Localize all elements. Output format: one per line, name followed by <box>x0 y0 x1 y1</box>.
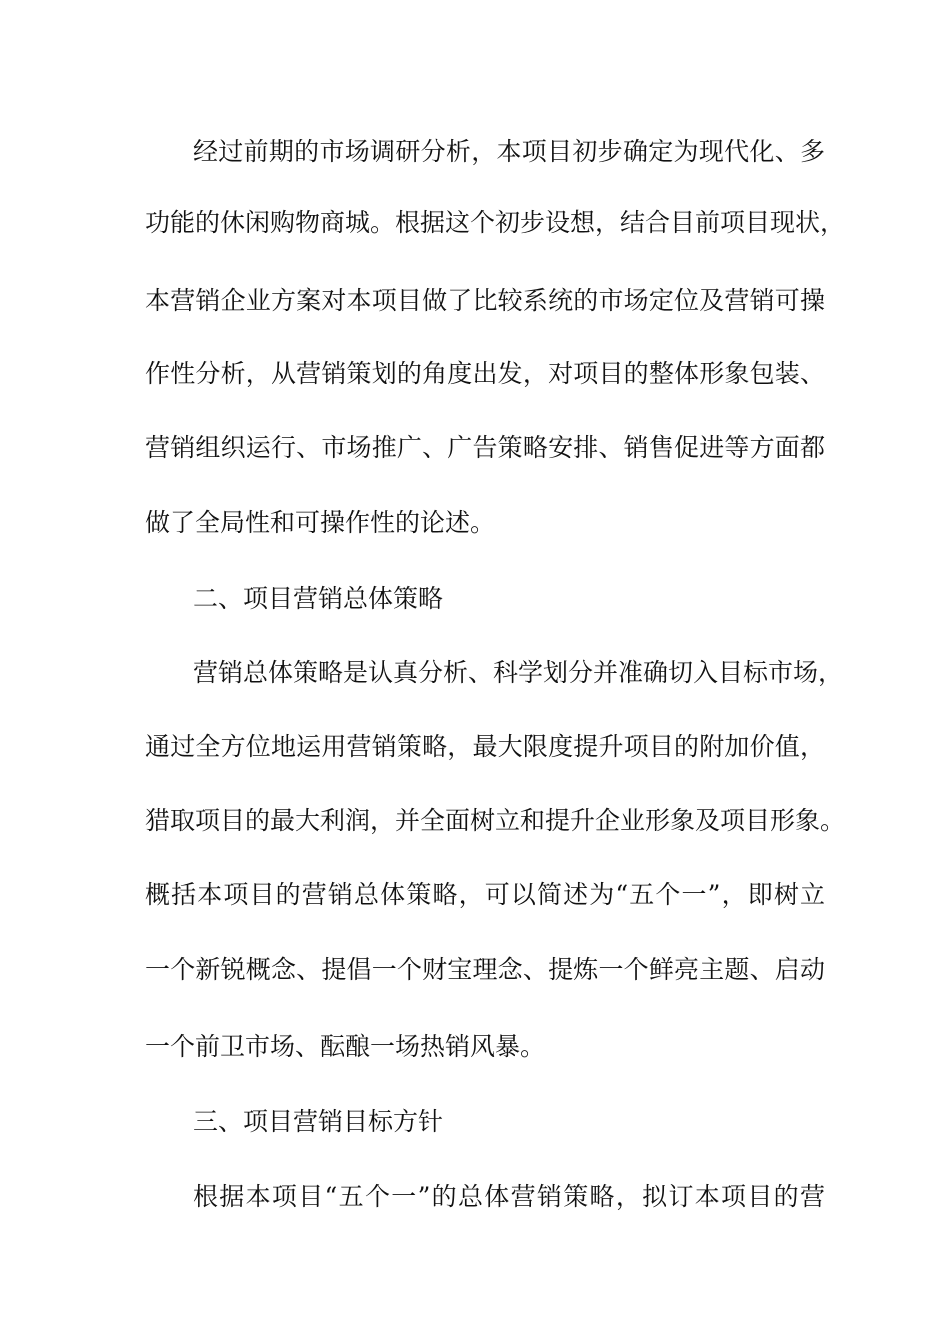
section-heading-3: 三、项目营销目标方针 <box>193 1107 444 1136</box>
paragraph-1-line-5: 营销组织运行、市场推广、广告策略安排、销售促进等方面都 <box>145 433 825 462</box>
paragraph-1-line-3: 本营销企业方案对本项目做了比较系统的市场定位及营销可操 <box>145 286 825 315</box>
paragraph-3-line-1: 根据本项目“五个一”的总体营销策略，拟订本项目的营 <box>193 1182 825 1211</box>
paragraph-2-line-1: 营销总体策略是认真分析、科学划分并准确切入目标市场， <box>193 658 844 687</box>
paragraph-2-line-4: 概括本项目的营销总体策略，可以简述为“五个一”，即树立 <box>145 880 825 909</box>
section-heading-2: 二、项目营销总体策略 <box>193 584 444 613</box>
paragraph-1-line-2: 功能的休闲购物商城。根据这个初步设想，结合目前项目现状， <box>145 208 846 237</box>
paragraph-1-line-6: 做了全局性和可操作性的论述。 <box>145 508 496 537</box>
paragraph-2-line-5: 一个新锐概念、提倡一个财宝理念、提炼一个鲜亮主题、启动 <box>145 955 825 984</box>
paragraph-1-line-4: 作性分析，从营销策划的角度出发，对项目的整体形象包装、 <box>145 359 825 388</box>
paragraph-2-line-6: 一个前卫市场、酝酿一场热销风暴。 <box>145 1032 546 1061</box>
paragraph-1-line-1: 经过前期的市场调研分析，本项目初步确定为现代化、多 <box>193 137 825 166</box>
paragraph-2-line-3: 猎取项目的最大利润，并全面树立和提升企业形象及项目形象。 <box>145 806 846 835</box>
paragraph-2-line-2: 通过全方位地运用营销策略，最大限度提升项目的附加价值， <box>145 732 825 761</box>
